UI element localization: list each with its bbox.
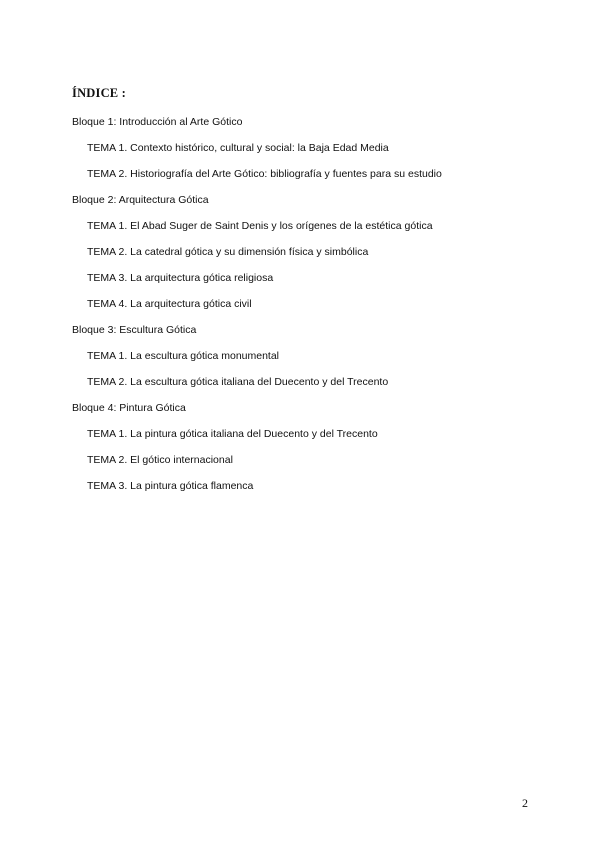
table-of-contents <box>72 113 542 503</box>
toc-bloque-2-tema-4: TEMA 4. La arquitectura gótica civil <box>87 298 252 310</box>
toc-bloque-1-tema-2: TEMA 2. Historiografía del Arte Gótico: bibliografía y fuentes para su estudio <box>87 168 442 180</box>
toc-bloque-3-tema-1: TEMA 1. La escultura gótica monumental <box>87 350 280 362</box>
toc-bloque-3: Bloque 3: Escultura Gótica <box>72 324 197 336</box>
toc-bloque-4-tema-3: TEMA 3. La pintura gótica flamenca <box>87 480 254 492</box>
index-title: ÍNDICE : <box>72 86 127 100</box>
toc-bloque-4: Bloque 4: Pintura Gótica <box>72 402 186 414</box>
toc-bloque-2-tema-1: TEMA 1. El Abad Suger de Saint Denis y los orígenes de la estética gótica <box>87 220 433 232</box>
toc-bloque-1-tema-1: TEMA 1. Contexto histórico, cultural y social: la Baja Edad Media <box>87 142 389 154</box>
toc-bloque-2-tema-3: TEMA 3. La arquitectura gótica religiosa <box>87 272 274 284</box>
toc-bloque-2: Bloque 2: Arquitectura Gótica <box>72 194 209 206</box>
toc-bloque-3-tema-2: TEMA 2. La escultura gótica italiana del Duecento y del Trecento <box>87 376 389 388</box>
toc-bloque-4-tema-1: TEMA 1. La pintura gótica italiana del Duecento y del Trecento <box>87 428 378 440</box>
toc-bloque-4-tema-2: TEMA 2. El gótico internacional <box>87 454 233 466</box>
toc-bloque-1: Bloque 1: Introducción al Arte Gótico <box>72 116 243 128</box>
toc-bloque-2-tema-2: TEMA 2. La catedral gótica y su dimensión física y simbólica <box>87 246 369 258</box>
page-number: 2 <box>522 796 528 810</box>
